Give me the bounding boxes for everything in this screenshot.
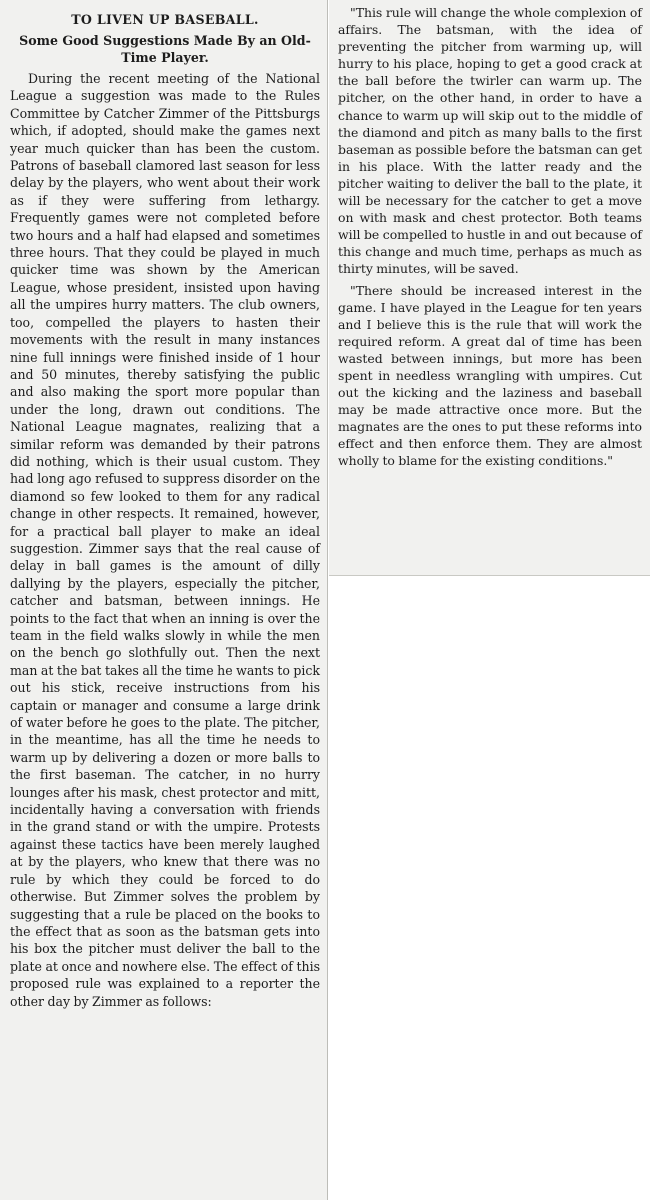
article-subhead: Some Good Suggestions Made By an Old-Time Player. [19, 33, 311, 65]
article-paragraph-3: "There should be increased interest in the game. I have played in the League for ten years and I believe this is the rule that will work the required reform. A great dal of time has been wasted between innings, but more has been spent in needless wrangling with umpires. Cut out the kicking and the laziness and baseball may be made attractive once more. But the magnates are the ones to put these reforms into effect and then enforce them. They are almost wholly to blame for the existing conditions." [338, 282, 642, 469]
article-headline: TO LIVEN UP BASEBALL. [71, 12, 259, 27]
right-column [329, 0, 650, 576]
article-paragraph-1: During the recent meeting of the National League a suggestion was made to the Rules Committee by Catcher Zimmer of the Pittsburgs which, if adopted, should make the games next year much quicker than has been the custom. Patrons of baseball clamored last season for less delay by the players, who went about their work as if they were suffering from lethargy. Frequently games were not completed before two hours and a half had elapsed and sometimes three hours. That they could be played in much quicker time was shown by the American League, whose president, insisted upon having all the umpires hurry matters. The club owners, too, compelled the players to hasten their movements with the result in many instances nine full innings were finished inside of 1 hour and 50 minutes, thereby satisfying the public and also making the sport more popular than under the long, drawn out conditions. The National League magnates, realizing that a similar reform was demanded by their patrons did nothing, which is their usual custom. They had long ago refused to suppress disorder on the diamond so few looked to them for any radical change in other respects. It remained, however, for a practical ball player to make an ideal suggestion. Zimmer says that the real cause of delay in ball games is the amount of dilly dallying by the players, especially the pitcher, catcher and batsman, between innings. He points to the fact that when an inning is over the team in the field walks slowly in while the men on the bench go slothfully out. Then the next man at the bat takes all the time he wants to pick out his stick, receive instructions from his captain or manager and consume a large drink of water before he goes to the plate. The pitcher, in the meantime, has all the time he needs to warm up by delivering a dozen or more balls to the first baseman. The catcher, in no hurry lounges after his mask, chest protector and mitt, incidentally having a conversation with friends in the grand stand or with the umpire. Protests against these tactics have been merely laughed at by the players, who knew that there was no rule by which they could be forced to do otherwise. But Zimmer solves the problem by suggesting that a rule be placed on the books to the effect that as soon as the batsman gets into his box the pitcher must deliver the ball to the plate at once and nowhere else. The effect of this proposed rule was explained to a reporter the other day by Zimmer as follows: [10, 71, 320, 1009]
article-paragraph-2: "This rule will change the whole complexion of affairs. The batsman, with the idea of preventing the pitcher from warming up, will hurry to his place, hoping to get a good crack at the ball before the twirler can warm up. The pitcher, on the other hand, in order to have a chance to warm up will skip out to the middle of the diamond and pitch as many balls to the first baseman as possible before the batsman can get in his place. With the latter ready and the pitcher waiting to deliver the ball to the plate, it will be necessary for the catcher to get a move on with mask and chest protector. Both teams will be compelled to hustle in and out because of this change and much time, perhaps as much as thirty minutes, will be saved. [338, 5, 642, 277]
